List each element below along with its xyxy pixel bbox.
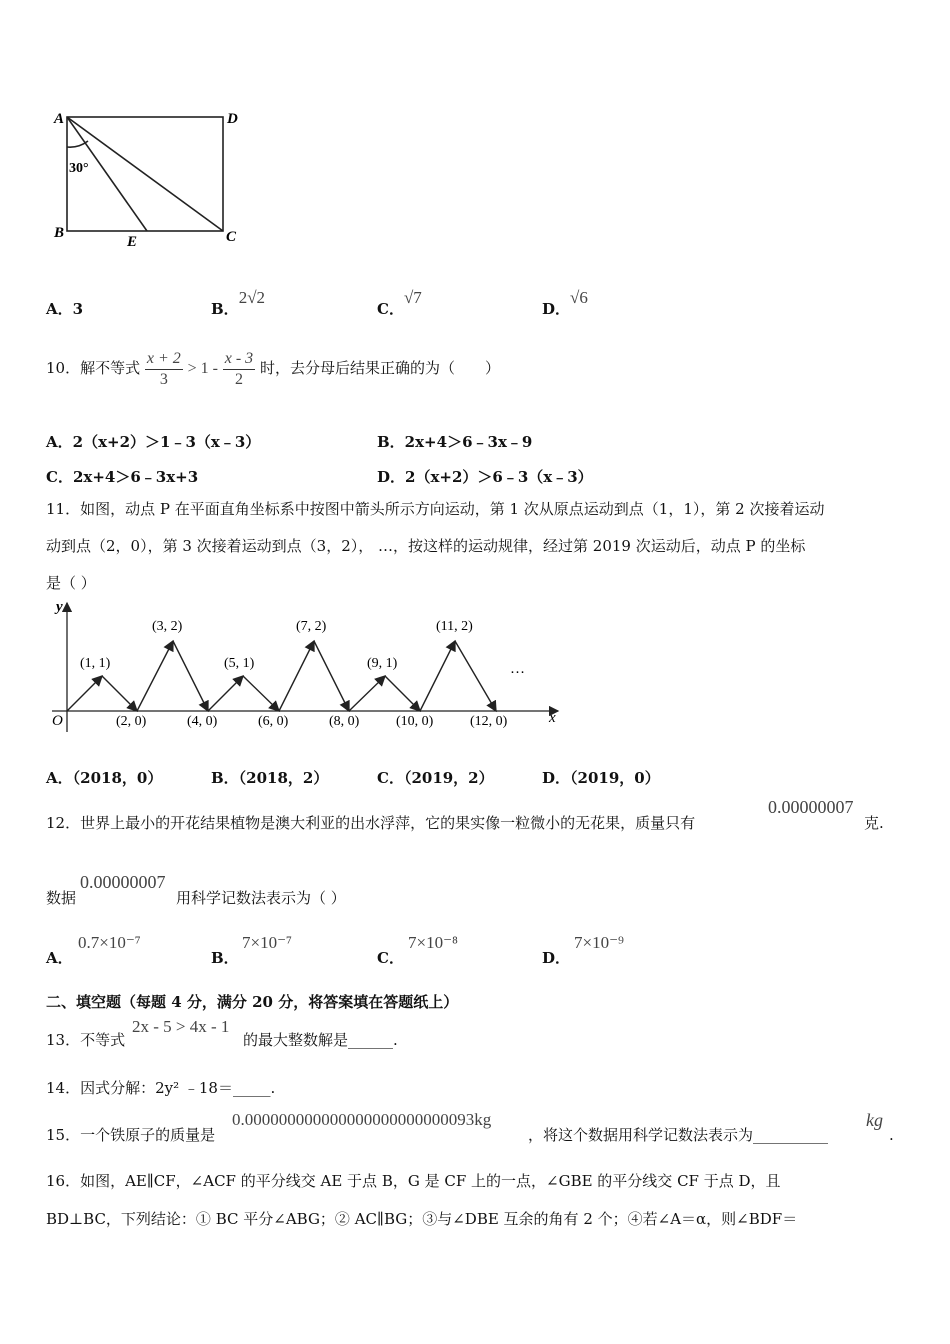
q9-option-a-value: 3: [72, 300, 84, 318]
q9-option-c: [377, 287, 422, 318]
q10-frac2-num: x - 3: [224, 349, 254, 367]
q10-frac1-num: x + 2: [146, 349, 181, 367]
q9-option-d-value: √6: [570, 288, 588, 307]
q11-option-b: B．（2018，2）: [211, 769, 329, 787]
peak-label: (3, 2): [152, 619, 183, 634]
q10-frac2-den: 2: [223, 369, 255, 390]
q10-fraction-1: [145, 349, 183, 390]
q13-pre: 13．不等式: [46, 1031, 126, 1049]
angle-label: 30°: [69, 161, 89, 176]
q15-post: ，将这个数据用科学记数法表示为__________: [528, 1126, 829, 1144]
q11-option-a: A．（2018，0）: [46, 769, 163, 787]
q9-option-a-label: A．: [46, 300, 73, 318]
q13-inequality: 2x - 5 > 4x - 1: [132, 1017, 230, 1036]
zigzag-graph: [40, 597, 565, 737]
vertex-a-label: A: [54, 111, 65, 127]
origin-label: O: [52, 713, 63, 729]
q10-pre: 解不等式: [80, 359, 141, 377]
rectangle-figure: [50, 105, 250, 255]
q10-stem: [46, 346, 500, 391]
q12-option-c-value: 7×10⁻⁸: [408, 933, 458, 952]
peak-label: (11, 2): [436, 619, 473, 634]
peak-label: (1, 1): [80, 656, 111, 671]
x-axis-label: x: [549, 710, 556, 726]
q10-option-d: D．2（x+2）＞6﹣3（x﹣3）: [377, 468, 593, 486]
q15-unit: kg: [866, 1110, 883, 1130]
q13-post: 的最大整数解是______.: [243, 1031, 398, 1049]
q9-option-d: [542, 287, 588, 318]
q15-pre: 15．一个铁原子的质量是: [46, 1126, 216, 1144]
q12-line2-pre: 数据: [46, 889, 77, 907]
q9-option-c-value: √7: [403, 288, 422, 307]
q14-text: 14．因式分解：2y² ﹣18＝_____.: [46, 1079, 276, 1097]
q12-option-d-label: D．: [542, 949, 571, 967]
zero-label: (2, 0): [116, 714, 147, 729]
q9-option-b: [211, 287, 266, 318]
zero-label: (6, 0): [258, 714, 289, 729]
q12-option-c-label: C．: [377, 949, 404, 967]
q15-mass: 0.000000000000000000000000093kg: [232, 1110, 492, 1129]
q12-option-a-value: 0.7×10⁻⁷: [78, 933, 141, 952]
zero-label: (4, 0): [187, 714, 218, 729]
q12-option-d-value: 7×10⁻⁹: [574, 933, 624, 952]
vertex-b-label: B: [54, 225, 65, 241]
section-2-heading: 二、填空题（每题 4 分，满分 20 分，将答案填在答题纸上）: [46, 993, 459, 1011]
peak-label: (9, 1): [367, 656, 398, 671]
q10-frac1-den: 3: [145, 369, 183, 390]
zero-label: (8, 0): [329, 714, 360, 729]
q10-mid: > 1 -: [187, 360, 218, 377]
q12-option-a-label: A．: [46, 949, 73, 967]
q11-line-3: 是（ ）: [46, 574, 96, 592]
q12-unit: 克.: [864, 814, 884, 832]
q12-number: 0.00000007: [768, 797, 854, 817]
q11-line-2: 动到点（2，0），第 3 次接着运动到点（3，2）， …，按这样的运动规律，经过第 2019 次运动后，动点 P 的坐标: [46, 537, 806, 555]
q11-option-c: C．（2019，2）: [377, 769, 494, 787]
q10-number: 10．: [46, 359, 81, 377]
q10-option-b: B．2x+4＞6﹣3x﹣9: [377, 433, 533, 451]
peak-label: (5, 1): [224, 656, 255, 671]
q12-option-b-value: 7×10⁻⁷: [242, 933, 292, 952]
q11-option-d: D．（2019，0）: [542, 769, 660, 787]
q10-option-c: C．2x+4＞6﹣3x+3: [46, 468, 199, 486]
q10-fraction-2: [223, 349, 255, 390]
zero-label: (12, 0): [470, 714, 508, 729]
q16-line-1: 16．如图，AE∥CF，∠ACF 的平分线交 AE 于点 B，G 是 CF 上的一点，∠GBE 的平分线交 CF 于点 D，且: [46, 1172, 781, 1190]
q9-option-b-label: B．: [211, 300, 239, 318]
q9-option-c-label: C．: [377, 300, 404, 318]
zero-label: (10, 0): [396, 714, 434, 729]
q9-option-b-value: 2√2: [238, 288, 266, 307]
ellipsis-label: …: [510, 661, 525, 677]
q10-post: 时，去分母后结果正确的为（ ）: [259, 359, 500, 377]
q12-option-b-label: B．: [211, 949, 239, 967]
q12-stem: 12．世界上最小的开花结果植物是澳大利亚的出水浮萍，它的果实像一粒微小的无花果，质量只有: [46, 814, 696, 832]
q11-line-1: 11．如图，动点 P 在平面直角坐标系中按图中箭头所示方向运动，第 1 次从原点运动到点（1，1），第 2 次接着运动: [46, 500, 825, 518]
q9-option-a: [46, 298, 83, 319]
peak-label: (7, 2): [296, 619, 327, 634]
q15-end: .: [889, 1126, 894, 1144]
y-axis-label: y: [56, 599, 63, 615]
vertex-c-label: C: [226, 229, 237, 245]
q12-line2-number: 0.00000007: [80, 872, 166, 892]
vertex-d-label: D: [227, 111, 238, 127]
q16-line-2: BD⊥BC，下列结论：① BC 平分∠ABG；② AC∥BG；③与∠DBE 互余的角有 2 个；④若∠A＝α，则∠BDF＝: [46, 1210, 798, 1228]
point-e-label: E: [127, 234, 138, 250]
q9-option-d-label: D．: [542, 300, 571, 318]
q12-line2-post: 用科学记数法表示为（ ）: [176, 889, 346, 907]
q10-option-a: A．2（x+2）＞1﹣3（x﹣3）: [46, 433, 261, 451]
